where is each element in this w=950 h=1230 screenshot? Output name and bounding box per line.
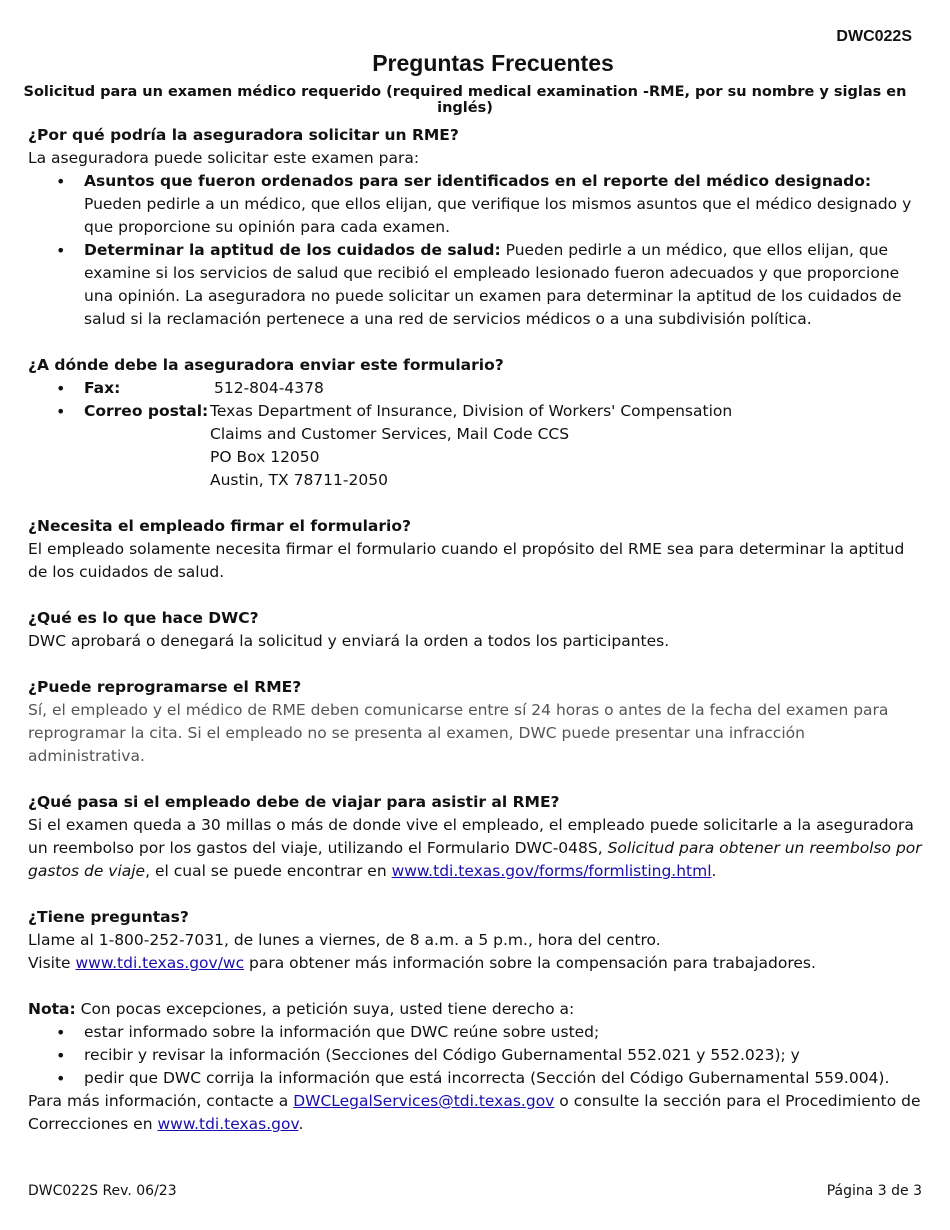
question-travel: ¿Qué pasa si el empleado debe de viajar para asistir al RME? bbox=[28, 793, 560, 811]
page-title: Preguntas Frecuentes bbox=[372, 50, 614, 76]
answer-sign-form: El empleado solamente necesita firmar el formulario cuando el propósito del RME sea para determinar la aptitud de los cuidados de salud. bbox=[28, 540, 905, 581]
answer-intro: La aseguradora puede solicitar este examen para: bbox=[28, 149, 420, 167]
question-where-send: ¿A dónde debe la aseguradora enviar este formulario? bbox=[28, 356, 504, 374]
fax-label: • Fax: bbox=[84, 379, 121, 397]
question-what-dwc-does: ¿Qué es lo que hace DWC? bbox=[28, 609, 259, 627]
mail-label: • Correo postal: bbox=[84, 402, 209, 420]
page-subtitle: Solicitud para un examen médico requerido (required medical examination -RME, por su nombre y siglas en inglés) bbox=[23, 84, 907, 116]
formlisting-link[interactable]: www.tdi.texas.gov/forms/formlisting.html bbox=[391, 862, 712, 880]
call-line: Llame al 1-800-252-7031, de lunes a viernes, de 8 a.m. a 5 p.m., hora del centro. bbox=[28, 931, 661, 949]
question-have-questions: ¿Tiene preguntas? bbox=[28, 908, 189, 926]
nota-text: Con pocas excepciones, a petición suya, usted tiene derecho a: bbox=[75, 1000, 575, 1018]
answer-travel bbox=[28, 814, 924, 883]
nota-label: Nota: bbox=[28, 1000, 76, 1018]
question-reschedule: ¿Puede reprogramarse el RME? bbox=[28, 678, 302, 696]
address-line: Texas Department of Insurance, Division of Workers' Compensation bbox=[210, 402, 733, 420]
list-item: • recibir y revisar la información (Secciones del Código Gubernamental 552.021 y 552.023); y bbox=[28, 1044, 924, 1067]
footer-page-number: Página 3 de 3 bbox=[826, 1183, 922, 1199]
faq-content bbox=[28, 124, 924, 1136]
list-item: • estar informado sobre la información que DWC reúne sobre usted; bbox=[28, 1021, 924, 1044]
list-item-text: Pueden pedirle a un médico, que ellos elijan, que examine si los servicios de salud que recibió el empleado lesionado fueron adecuados y que proporcione una opinión. La aseguradora no puede solicitar un examen para determinar la aptitud de los cuidados de salud si la reclamación pertenece a una red de servicios médicos o a una subdivisión política. bbox=[84, 241, 902, 328]
send-list bbox=[28, 377, 924, 492]
answer-text: Si el examen queda a 30 millas o más de donde vive el empleado, el empleado puede solicitarle a la aseguradora un reembolso por los gastos del viaje, utilizando el Formulario DWC-048S, bbox=[28, 816, 914, 857]
visit-text: para obtener más información sobre la compensación para trabajadores. bbox=[244, 954, 816, 972]
answer-text: , el cual se puede encontrar en bbox=[145, 862, 392, 880]
answer-text: . bbox=[711, 862, 717, 880]
nota-paragraph bbox=[28, 998, 924, 1021]
fax-item bbox=[28, 377, 924, 400]
question-sign-form: ¿Necesita el empleado firmar el formulario? bbox=[28, 517, 411, 535]
address-line: Austin, TX 78711-2050 bbox=[210, 471, 388, 489]
list-item bbox=[28, 170, 924, 239]
answer-what-dwc-does: DWC aprobará o denegará la solicitud y enviará la orden a todos los participantes. bbox=[28, 632, 670, 650]
list-item-heading: Determinar la aptitud de los cuidados de salud: bbox=[84, 241, 501, 259]
address-line: Claims and Customer Services, Mail Code CCS bbox=[210, 425, 570, 443]
footer-revision: DWC022S Rev. 06/23 bbox=[28, 1183, 177, 1199]
form-title-italic: Solicitud para obtener un reembolso por gastos de viaje bbox=[28, 839, 922, 880]
tdi-link[interactable]: www.tdi.texas.gov bbox=[157, 1115, 299, 1133]
mail-address bbox=[210, 400, 924, 492]
address-line: PO Box 12050 bbox=[210, 448, 320, 466]
more-info-text: o consulte la sección para el Procedimiento de Correcciones en bbox=[28, 1092, 921, 1133]
list-item-text: Pueden pedirle a un médico, que ellos elijan, que verifique los mismos asuntos que el médico designado y que proporcione su opinión para cada examen. bbox=[84, 195, 912, 236]
wc-link[interactable]: www.tdi.texas.gov/wc bbox=[75, 954, 245, 972]
list-item: • pedir que DWC corrija la información que está incorrecta (Sección del Código Gubernamental 559.004). bbox=[28, 1067, 924, 1090]
reasons-list bbox=[28, 170, 924, 331]
list-item bbox=[28, 239, 924, 331]
list-item-heading: Asuntos que fueron ordenados para ser identificados en el reporte del médico designado: bbox=[84, 172, 872, 190]
fax-number: 512-804-4378 bbox=[214, 379, 324, 397]
more-info-text: . bbox=[298, 1115, 304, 1133]
visit-line bbox=[28, 952, 924, 975]
rights-list bbox=[28, 1021, 924, 1090]
legal-services-email-link[interactable]: DWCLegalServices@tdi.texas.gov bbox=[293, 1092, 555, 1110]
more-info-paragraph bbox=[28, 1090, 924, 1136]
more-info-text: Para más información, contacte a bbox=[28, 1092, 294, 1110]
answer-reschedule: Sí, el empleado y el médico de RME deben comunicarse entre sí 24 horas o antes de la fecha del examen para reprogramar la cita. Si el empleado no se presenta al examen, DWC puede presentar una infracción administrativa. bbox=[28, 701, 889, 765]
mail-item bbox=[28, 400, 924, 492]
visit-text: Visite bbox=[28, 954, 76, 972]
form-id: DWC022S bbox=[836, 28, 912, 45]
question-why-rme: ¿Por qué podría la aseguradora solicitar un RME? bbox=[28, 126, 459, 144]
